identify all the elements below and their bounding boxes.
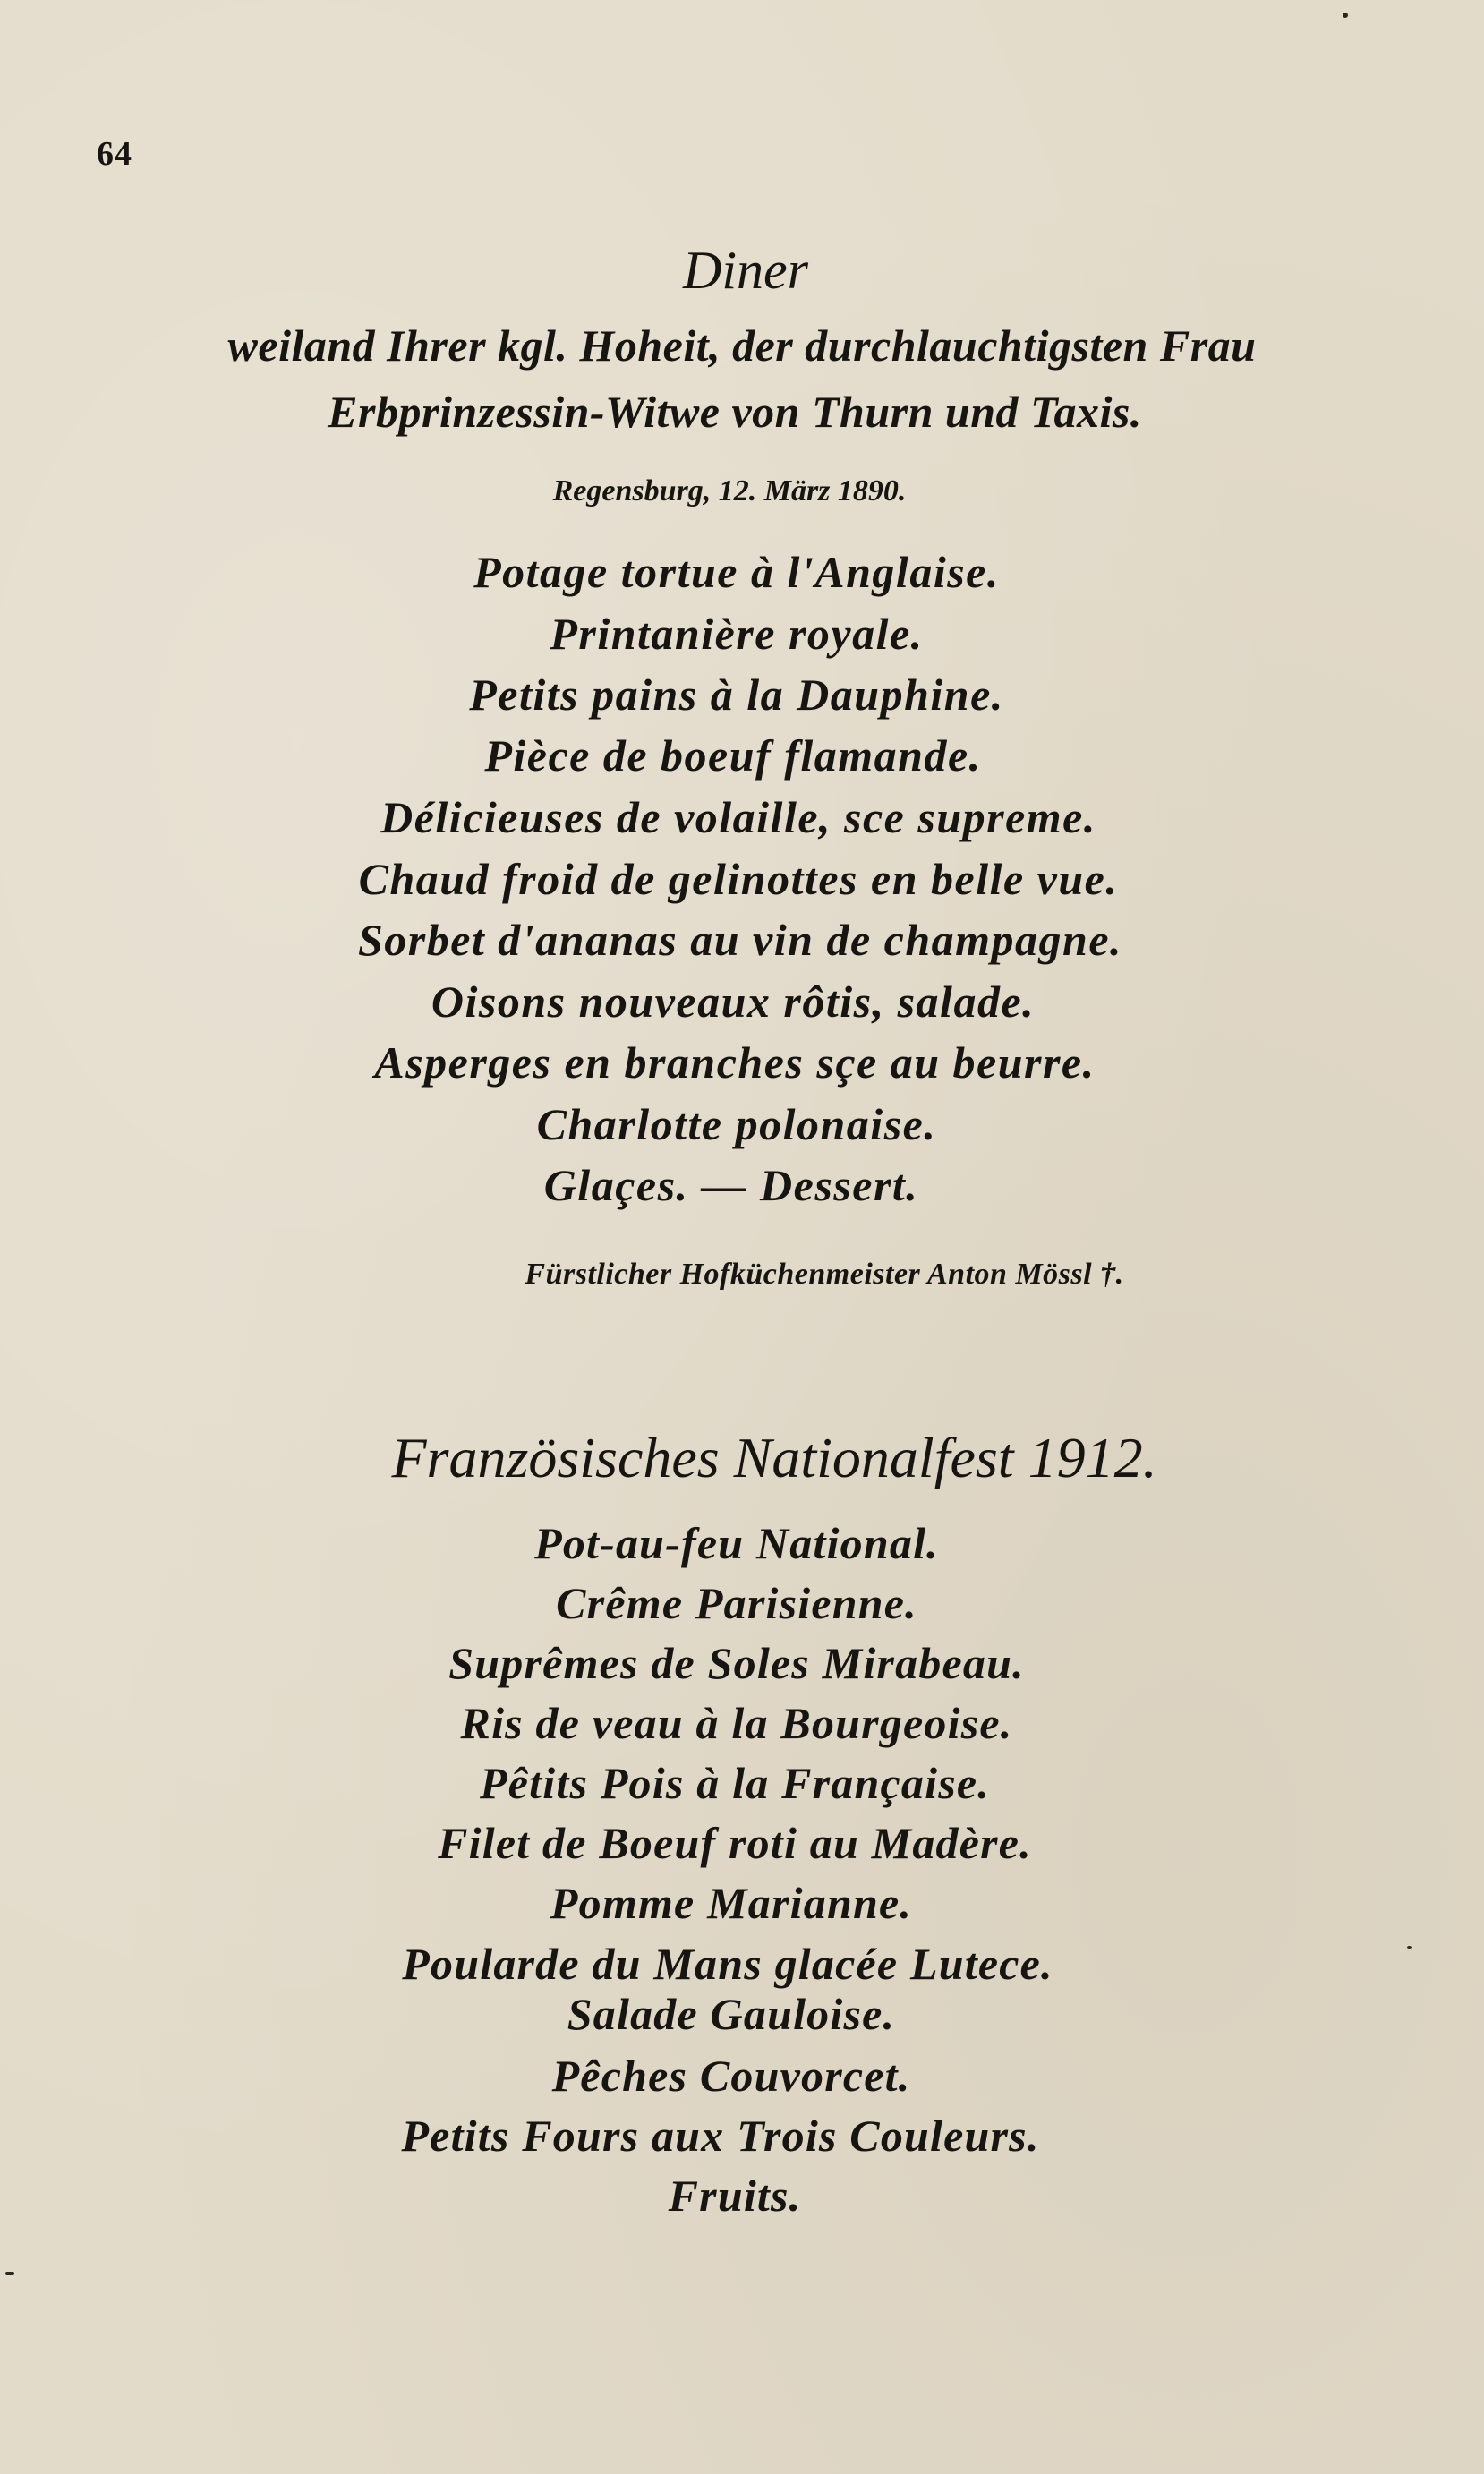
menu2-dish: Suprêmes de Soles Mirabeau. — [448, 1638, 1025, 1688]
paper-speck — [1343, 13, 1348, 18]
menu1-dish: Charlotte polonaise. — [536, 1099, 937, 1149]
menu2-dish: Crême Parisienne. — [556, 1578, 917, 1628]
paper-speck — [5, 2272, 14, 2275]
paper-speck — [1407, 1946, 1412, 1949]
menu2-dish: Pomme Marianne. — [550, 1878, 913, 1928]
menu2-dish: Pot-au-feu National. — [534, 1518, 939, 1568]
menu1-signature: Fürstlicher Hofküchenmeister Anton Mössl †. — [525, 1258, 1124, 1291]
menu2-dish: Pêtits Pois à la Française. — [480, 1758, 990, 1808]
menu1-place-date: Regensburg, 12. März 1890. — [552, 474, 907, 508]
menu1-dish: Pièce de boeuf flamande. — [484, 730, 982, 781]
menu1-dish: Sorbet d'ananas au vin de champagne. — [357, 915, 1123, 965]
menu1-subtitle-line-2: Erbprinzessin-Witwe von Thurn und Taxis. — [328, 387, 1142, 437]
menu2-title: Französisches Nationalfest 1912. — [391, 1426, 1157, 1489]
menu1-title: Diner — [683, 241, 808, 300]
menu2-dish: Salade Gauloise. — [567, 1989, 896, 2039]
menu2-dish: Petits Fours aux Trois Couleurs. — [401, 2111, 1040, 2161]
menu1-dish: Potage tortue à l'Anglaise. — [473, 547, 1000, 597]
menu1-dish: Oisons nouveaux rôtis, salade. — [431, 977, 1036, 1027]
menu1-dish: Petits pains à la Dauphine. — [469, 670, 1004, 720]
menu2-dish: Filet de Boeuf roti au Madère. — [438, 1818, 1032, 1868]
menu2-dish: Fruits. — [668, 2171, 802, 2221]
menu1-dish: Printanière royale. — [550, 609, 924, 659]
menu2-dish: Pêches Couvorcet. — [551, 2051, 911, 2101]
menu1-dish: Chaud froid de gelinottes en belle vue. — [358, 854, 1119, 904]
menu1-dish: Asperges en branches sçe au beurre. — [374, 1037, 1096, 1088]
page-number: 64 — [97, 135, 132, 173]
menu1-dish: Glaçes. — Dessert. — [543, 1160, 919, 1210]
menu1-subtitle-line-1: weiland Ihrer kgl. Hoheit, der durchlauchtigsten Frau — [227, 320, 1257, 371]
menu2-dish: Ris de veau à la Bourgeoise. — [460, 1698, 1013, 1748]
menu1-dish: Délicieuses de volaille, sce supreme. — [380, 792, 1096, 842]
menu2-dish: Poularde du Mans glacée Lutece. — [402, 1939, 1053, 1989]
